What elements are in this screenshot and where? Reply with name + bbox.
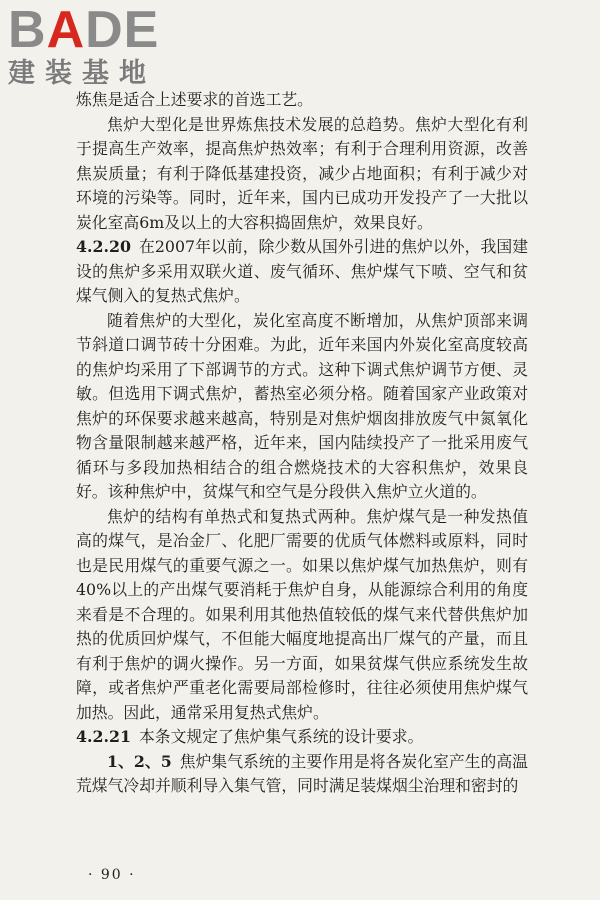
- section-number: 1、2、5: [107, 751, 172, 771]
- logo-letter-a: A: [46, 1, 86, 59]
- paragraph-text: 随着焦炉的大型化，炭化室高度不断增加，从焦炉顶部来调节斜道口调节砖十分困难。为此，近年来国内外炭化室高度较高的焦炉均采用了下部调节的方式。这种下调式焦炉调节方便、灵敏。但选用下调式焦炉，蓄热室必须分格。随着国家产业政策对焦炉的环保要求越来越高，特别是对焦炉烟囱排放废气中氮氧化物含量限制越来越严格，近年来，国内陆续投产了一批采用废气循环与多段加热相结合的组合燃烧技术的大容积焦炉，效果良好。该种焦炉中，贫煤气和空气是分段供入焦炉立火道的。: [76, 310, 528, 501]
- paragraph-text: 焦炉大型化是世界炼焦技术发展的总趋势。焦炉大型化有利于提高生产效率，提高焦炉热效率；有利于合理利用资源，改善焦炭质量；有利于降低基建投资，减少占地面积；有利于减少对环境的污染等。同时，近年来，国内已成功开发投产了一大批以炭化室高6m及以上的大容积捣固焦炉，效果良好。: [76, 114, 528, 232]
- paragraph: [76, 725, 528, 750]
- page-content: [76, 88, 528, 799]
- logo-letter-b: B: [8, 1, 47, 59]
- paragraph-text: 焦炉集气系统的主要作用是将各炭化室产生的高温荒煤气冷却并顺利导入集气管，同时满足装煤烟尘治理和密封的: [76, 751, 528, 795]
- paragraph-text: 本条文规定了焦炉集气系统的设计要求。: [138, 727, 424, 746]
- paragraph: [76, 750, 528, 799]
- section-number: 4.2.21: [76, 727, 131, 746]
- logo: [8, 1, 178, 90]
- paragraph-text: 炼焦是适合上述要求的首选工艺。: [76, 90, 313, 109]
- paragraph: [76, 309, 528, 505]
- paragraph: [76, 505, 528, 726]
- section-number: 4.2.20: [76, 237, 131, 256]
- logo-letters-de: DE: [85, 1, 160, 59]
- paragraph: [76, 113, 528, 236]
- paragraph: [76, 88, 528, 113]
- paragraph: [76, 235, 528, 309]
- page-number: · 90 ·: [88, 867, 136, 883]
- paragraph-text: 焦炉的结构有单热式和复热式两种。焦炉煤气是一种发热值高的煤气，是冶金厂、化肥厂需要的优质气体燃料或原料，同时也是民用煤气的重要气源之一。如果以焦炉煤气加热焦炉，则有40%以上的产出煤气要消耗于焦炉自身，从能源综合利用的角度来看是不合理的。如果利用其他热值较低的煤气来代替供焦炉加热的优质回炉煤气，不但能大幅度地提高出厂煤气的产量，而且有利于焦炉的调火操作。另一方面，如果贫煤气供应系统发生故障，或者焦炉严重老化需要局部检修时，往往必须使用焦炉煤气加热。因此，通常采用复热式焦炉。: [76, 506, 528, 722]
- logo-subtitle: 建装基地: [8, 58, 156, 89]
- logo-wordmark: [8, 1, 178, 59]
- paragraph-text: 在2007年以前，除少数从国外引进的焦炉以外，我国建设的焦炉多采用双联火道、废气循环、焦炉煤气下喷、空气和贫煤气侧入的复热式焦炉。: [76, 237, 528, 305]
